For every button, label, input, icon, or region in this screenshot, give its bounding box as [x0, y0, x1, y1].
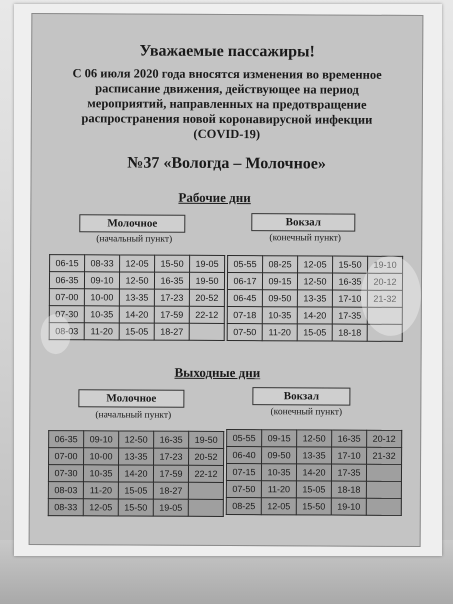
weekday-right-stop: Вокзал	[251, 213, 355, 232]
time-cell: 21-32	[367, 290, 402, 307]
glare	[41, 314, 71, 354]
time-cell: 16-35	[332, 273, 367, 290]
time-cell: 12-05	[298, 256, 333, 273]
time-cell: 07-50	[226, 481, 261, 498]
table-row	[227, 430, 402, 448]
time-cell: 06-35	[49, 431, 84, 448]
time-cell: 08-33	[85, 255, 120, 272]
table-row	[49, 289, 224, 307]
table-row	[48, 482, 223, 500]
time-cell: 09-50	[262, 447, 297, 464]
time-cell: 07-30	[48, 465, 83, 482]
table-row	[48, 465, 223, 483]
time-cell: 08-33	[48, 499, 83, 516]
time-cell: 13-35	[297, 290, 332, 307]
time-cell: 12-50	[297, 430, 332, 447]
weekday-left-sub: (начальный пункт)	[96, 234, 173, 245]
time-cell: 10-00	[84, 289, 119, 306]
table-row	[48, 499, 223, 517]
time-cell: 10-35	[262, 307, 297, 324]
route-title: №37 «Вологда – Молочное»	[127, 154, 326, 173]
time-cell: 06-40	[227, 447, 262, 464]
time-cell: 06-17	[227, 273, 262, 290]
time-cell: 16-35	[332, 430, 367, 447]
table-row	[50, 255, 225, 273]
time-cell: 17-23	[154, 289, 189, 306]
weekend-left-table	[48, 430, 224, 517]
table-row	[49, 306, 224, 324]
time-cell: 15-05	[119, 323, 154, 340]
time-cell: 20-52	[189, 448, 224, 465]
time-cell	[366, 464, 401, 481]
time-cell: 17-59	[153, 465, 188, 482]
time-cell: 12-50	[119, 431, 154, 448]
table-row	[49, 431, 224, 449]
time-cell: 18-27	[153, 482, 188, 499]
time-cell: 10-35	[84, 306, 119, 323]
time-cell: 17-10	[332, 290, 367, 307]
time-cell: 16-35	[154, 431, 189, 448]
table-row	[227, 447, 402, 465]
time-cell	[366, 498, 401, 515]
time-cell: 20-12	[367, 430, 402, 447]
time-cell: 15-05	[296, 481, 331, 498]
weekend-right-stop: Вокзал	[252, 387, 350, 406]
time-cell: 20-52	[189, 289, 224, 306]
time-cell: 20-12	[367, 273, 402, 290]
table-row	[226, 464, 401, 482]
time-cell: 14-20	[297, 307, 332, 324]
time-cell: 14-20	[118, 465, 153, 482]
time-cell	[189, 323, 224, 340]
weekend-left-stop: Молочное	[78, 389, 184, 408]
weekend-right-table	[226, 429, 402, 516]
time-cell: 19-50	[189, 431, 224, 448]
weekends-heading: Выходные дни	[174, 364, 261, 381]
time-cell: 10-35	[83, 465, 118, 482]
time-cell: 13-35	[119, 289, 154, 306]
time-cell: 06-45	[227, 290, 262, 307]
time-cell: 13-35	[297, 447, 332, 464]
time-cell: 15-50	[118, 499, 153, 516]
time-cell: 21-32	[367, 447, 402, 464]
time-cell: 12-05	[83, 499, 118, 516]
time-cell: 14-20	[119, 306, 154, 323]
time-cell: 09-15	[262, 430, 297, 447]
time-cell: 07-00	[49, 448, 84, 465]
time-cell: 07-15	[226, 464, 261, 481]
time-cell: 07-30	[49, 306, 84, 323]
time-cell: 05-55	[228, 256, 263, 273]
weekend-right-sub: (конечный пункт)	[270, 407, 343, 418]
notice-line: С 06 июля 2020 года вносятся изменения во временное	[72, 66, 382, 82]
time-cell: 12-50	[297, 273, 332, 290]
table-row	[49, 323, 224, 341]
time-cell	[188, 499, 223, 516]
time-cell: 06-15	[50, 255, 85, 272]
time-cell: 08-03	[49, 323, 84, 340]
time-cell: 13-35	[119, 448, 154, 465]
notice-line: мероприятий, направленных на предотвращение	[87, 96, 367, 112]
time-cell: 07-50	[227, 324, 262, 341]
time-cell: 15-05	[297, 324, 332, 341]
time-cell: 09-15	[262, 273, 297, 290]
table-row	[226, 498, 401, 516]
time-cell	[188, 482, 223, 499]
time-cell: 07-18	[227, 307, 262, 324]
time-cell: 15-50	[333, 256, 368, 273]
time-cell: 19-05	[190, 255, 225, 272]
time-cell: 08-25	[263, 256, 298, 273]
time-cell: 06-35	[49, 272, 84, 289]
weekdays-heading: Рабочие дни	[178, 189, 251, 206]
time-cell: 15-50	[296, 498, 331, 515]
time-cell: 15-50	[155, 255, 190, 272]
time-cell: 10-35	[261, 464, 296, 481]
weekend-left-sub: (начальный пункт)	[95, 410, 172, 421]
notice-line: (COVID-19)	[193, 126, 261, 142]
time-cell: 08-25	[226, 498, 261, 515]
time-cell: 17-35	[331, 464, 366, 481]
time-cell	[366, 481, 401, 498]
time-cell: 07-00	[49, 289, 84, 306]
weekday-right-sub: (конечный пункт)	[269, 233, 342, 244]
time-cell: 08-03	[48, 482, 83, 499]
time-cell: 16-35	[154, 272, 189, 289]
weekday-left-stop: Молочное	[79, 214, 185, 233]
time-cell: 09-10	[84, 272, 119, 289]
time-cell: 15-05	[118, 482, 153, 499]
time-cell: 18-18	[332, 324, 367, 341]
time-cell: 22-12	[189, 306, 224, 323]
time-cell: 05-55	[227, 430, 262, 447]
notice-line: распространения новой коронавирусной инфекции	[81, 111, 373, 127]
notice-sheet	[29, 13, 424, 547]
time-cell: 18-27	[154, 323, 189, 340]
table-row	[226, 481, 401, 499]
table-row	[49, 448, 224, 466]
time-cell: 11-20	[83, 482, 118, 499]
time-cell: 17-23	[154, 448, 189, 465]
table-row	[49, 272, 224, 290]
time-cell: 11-20	[262, 324, 297, 341]
time-cell: 12-05	[120, 255, 155, 272]
time-cell: 17-10	[332, 447, 367, 464]
time-cell: 17-35	[332, 307, 367, 324]
time-cell: 14-20	[296, 464, 331, 481]
notice-text	[40, 66, 414, 143]
time-cell: 10-00	[84, 448, 119, 465]
time-cell: 19-10	[368, 256, 403, 273]
notice-line: расписание движения, действующее на период	[95, 81, 359, 97]
time-cell: 19-50	[189, 272, 224, 289]
time-cell: 09-50	[262, 290, 297, 307]
time-cell: 12-05	[261, 498, 296, 515]
notice-title: Уважаемые пассажиры!	[139, 42, 315, 61]
time-cell: 18-18	[331, 481, 366, 498]
glare	[361, 256, 421, 336]
weekday-left-table	[49, 254, 225, 341]
time-cell: 11-20	[261, 481, 296, 498]
time-cell: 11-20	[84, 323, 119, 340]
time-cell: 19-05	[153, 499, 188, 516]
time-cell: 09-10	[84, 431, 119, 448]
time-cell: 19-10	[331, 498, 366, 515]
time-cell: 17-59	[154, 306, 189, 323]
time-cell: 22-12	[188, 465, 223, 482]
time-cell: 12-50	[119, 272, 154, 289]
